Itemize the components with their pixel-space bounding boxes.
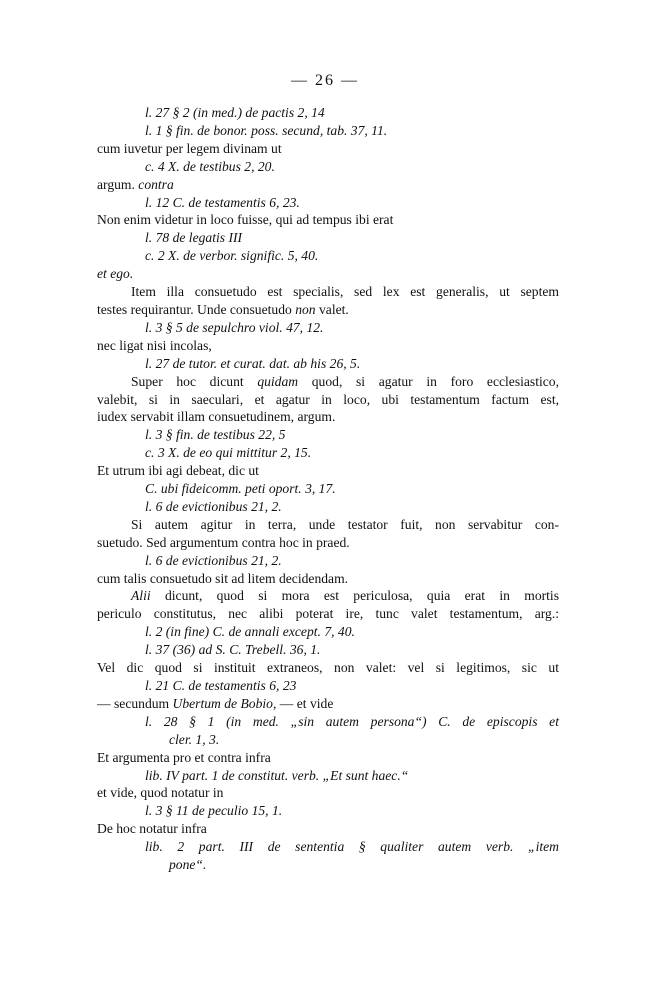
citation-line: l. 12 C. de testamentis 6, 23. xyxy=(145,194,300,210)
text-line: Et argumenta pro et contra infra xyxy=(97,749,271,765)
citation-line: l. 6 de evictionibus 21, 2. xyxy=(145,552,282,568)
text-segment: dicunt, quod si mora est periculosa, quia erat in mortis xyxy=(150,588,559,604)
text-line: nec ligat nisi incolas, xyxy=(97,337,212,353)
text-segment: quod, si agatur in foro ecclesiastico, xyxy=(298,373,559,389)
emphasis: Ubertum de Bobio xyxy=(172,695,273,711)
emphasis: contra xyxy=(138,176,174,192)
citation-line: c. 4 X. de testibus 2, 20. xyxy=(145,158,275,174)
text-line: et vide, quod notatur in xyxy=(97,785,224,801)
citation-line: l. 1 § fin. de bonor. poss. secund, tab. 37, 11. xyxy=(145,122,388,138)
citation-line: l. 78 de legatis III xyxy=(145,230,243,246)
citation-line: l. 27 § 2 (in med.) de pactis 2, 14 xyxy=(145,105,325,120)
citation-line: l. 27 de tutor. et curat. dat. ab his 26, 5. xyxy=(145,355,361,371)
text-line xyxy=(97,176,559,194)
citation-line: lib. 2 part. III de sententia § qualiter autem verb. „item xyxy=(145,839,559,855)
paragraph-start: Si autem agitur in terra, unde testator fuit, non servabitur con- xyxy=(131,516,559,532)
text-segment: argum. xyxy=(97,176,139,192)
emphasis: quidam xyxy=(257,373,299,389)
text-line: cum iuvetur per legem divinam ut xyxy=(97,140,282,156)
citation-line: pone“. xyxy=(169,857,207,873)
paragraph-start xyxy=(97,373,559,391)
text-line: Vel dic quod si instituit extraneos, non valet: vel si legitimos, sic ut xyxy=(97,660,559,676)
citation-line: c. 2 X. de verbor. signific. 5, 40. xyxy=(145,248,319,264)
text-line: De hoc notatur infra xyxy=(97,821,207,837)
text-line: Non enim videtur in loco fuisse, qui ad tempus ibi erat xyxy=(97,212,394,228)
text-line: Et utrum ibi agi debeat, dic ut xyxy=(97,463,259,479)
citation-line: lib. IV part. 1 de constitut. verb. „Et sunt haec.“ xyxy=(145,767,409,783)
citation-line: c. 3 X. de eo qui mittitur 2, 15. xyxy=(145,445,312,461)
paragraph-start xyxy=(97,587,559,605)
page-body xyxy=(97,104,559,874)
citation-line: l. 6 de evictionibus 21, 2. xyxy=(145,498,282,514)
text-segment: — secundum xyxy=(97,695,173,711)
text-segment: testes requirantur. Unde consuetudo xyxy=(97,301,296,317)
text-segment: valet. xyxy=(315,301,349,317)
citation-line: l. 2 (in fine) C. de annali except. 7, 40. xyxy=(145,624,355,640)
text-line xyxy=(97,695,559,713)
emphasis: Alii xyxy=(131,588,151,604)
citation-line: l. 28 § 1 (in med. „sin autem persona“) C. de episcopis et xyxy=(145,713,559,729)
text-line: cum talis consuetudo sit ad litem decidendam. xyxy=(97,570,349,586)
text-segment: Super hoc dicunt xyxy=(131,373,258,389)
page-number: — 26 — xyxy=(291,72,359,89)
emphasis: non xyxy=(295,301,316,317)
text-line xyxy=(97,301,559,319)
citation-line: cler. 1, 3. xyxy=(169,731,220,747)
text-line: periculo constitutus, nec alibi poterat ire, tunc valet testamentum, arg.: xyxy=(97,606,559,622)
citation-line: l. 37 (36) ad S. C. Trebell. 36, 1. xyxy=(145,642,321,658)
text-line: iudex servabit illam consuetudinem, argum. xyxy=(97,409,336,425)
text-segment: , — et vide xyxy=(272,695,334,711)
citation-line: C. ubi fideicomm. peti oport. 3, 17. xyxy=(145,481,336,497)
citation-line: l. 3 § 5 de sepulchro viol. 47, 12. xyxy=(145,319,324,335)
text-line: suetudo. Sed argumentum contra hoc in praed. xyxy=(97,534,350,550)
paragraph-start: Item illa consuetudo est specialis, sed lex est generalis, ut septem xyxy=(131,284,559,300)
citation-line: l. 21 C. de testamentis 6, 23 xyxy=(145,678,297,693)
text-line: valebit, si in saeculari, et agatur in loco, ubi testamentum factum est, xyxy=(97,391,559,407)
citation-line: l. 3 § 11 de peculio 15, 1. xyxy=(145,803,283,819)
text-line: et ego. xyxy=(97,266,134,282)
citation-line: l. 3 § fin. de testibus 22, 5 xyxy=(145,427,286,443)
